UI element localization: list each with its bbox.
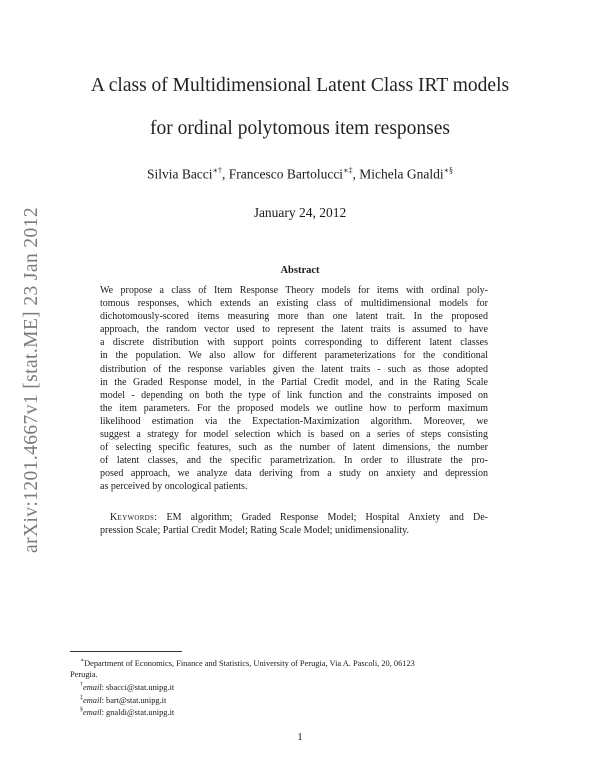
footnote-email: §email: gnaldi@stat.unipg.it [80,707,175,718]
footnote-separator-rule [70,651,182,652]
email-label: email [83,695,102,705]
footnote-affiliation-continued: Perugia. [70,669,98,679]
author-affiliation-marks: ∗§ [443,166,454,175]
abstract-line: We propose a class of Item Response Theory models for items with ordinal poly- [100,285,488,296]
footnote-affiliation-text: Department of Economics, Finance and Statistics, University of Perugia, Via A. Pascoli, 20, 06123 [84,658,415,668]
abstract-line: approach, the random vector used to represent the latent traits is assumed to have [100,324,488,336]
abstract-line: the item parameters. For the proposed models we outline how to perform maximum [100,402,488,414]
paper-title-line-1: A class of Multidimensional Latent Class IRT models [90,75,510,96]
email-label: email [83,708,102,718]
abstract-line: suggest a strategy for model selection which is based on a series of steps consisting [100,429,488,441]
email-label: email [83,682,102,692]
footnotes [70,656,530,718]
abstract-line: tomous responses, which extends an existing class of multidimensional models for [100,298,488,310]
paper-title-line-2: for ordinal polytomous item responses [149,118,451,139]
author-list [60,166,540,183]
abstract-line: dichotomously-scored items measuring more than one latent trait. In the proposed [100,311,488,323]
email-address: sbacci@stat.unipg.it [106,682,175,692]
abstract-body [100,284,488,494]
abstract-line: distribution of the response variables given the latent traits - such as those adopted [100,363,488,375]
abstract-line: a discrete distribution with support points corresponding to different latent classes [100,337,488,349]
abstract-heading: Abstract [280,265,320,276]
footnote-mark: ‡ [80,694,83,701]
page-number: 1 [297,731,303,743]
abstract-line: in the Graded Response model, in the Partial Credit model, and in the Rating Scale [100,376,488,388]
footnote-email: ‡email: bart@stat.unipg.it [80,694,167,705]
abstract-line: in the population. We also allow for different parameterizations for the conditional [100,350,488,362]
abstract-line: of latent classes, and the specific parametrization. In order to illustrate the pro- [100,455,488,467]
arxiv-identifier-stamp [18,194,46,566]
author-affiliation-marks: ∗† [212,166,222,175]
abstract-line: of selecting specific features, such as the number of latent dimensions, the number [100,442,488,454]
arxiv-identifier-text: arXiv:1201.4667v1 [stat.ME] 23 Jan 2012 [21,207,42,553]
author-separator: , [221,166,229,182]
footnote-mark: † [80,681,83,688]
keywords-line-1 [100,511,488,524]
author-affiliation-marks: ∗‡ [343,166,353,175]
footnote-email: †email: sbacci@stat.unipg.it [80,681,175,692]
abstract-line: as perceived by oncological patients. [100,481,248,493]
author-name: Silvia Bacci [146,166,213,182]
footnote-affiliation [70,656,530,669]
author-name: Michela Gnaldi [359,166,444,182]
abstract-line: posed approach, we analyze data deriving from a study on anxiety and depression [100,468,488,480]
keywords-block [100,511,488,537]
abstract-line: model - depending on both the type of link function and the constraints imposed on [100,389,488,401]
footnote-mark: ∗ [80,658,85,664]
keywords-text: EM algorithm; Graded Response Model; Hospital Anxiety and De- [166,512,488,523]
keywords-label: Keywords: [110,512,158,523]
author-name: Francesco Bartolucci [228,166,344,182]
publication-date: January 24, 2012 [253,205,347,220]
abstract-line: likelihood estimation via the Expectation-Maximization algorithm. Moreover, we [100,415,488,427]
footnote-mark: § [80,707,83,714]
keywords-line-2: pression Scale; Partial Credit Model; Rating Scale Model; unidimensionality. [100,525,410,537]
email-address: gnaldi@stat.unipg.it [106,708,175,718]
author-separator: , [352,166,360,182]
email-address: bart@stat.unipg.it [106,695,167,705]
